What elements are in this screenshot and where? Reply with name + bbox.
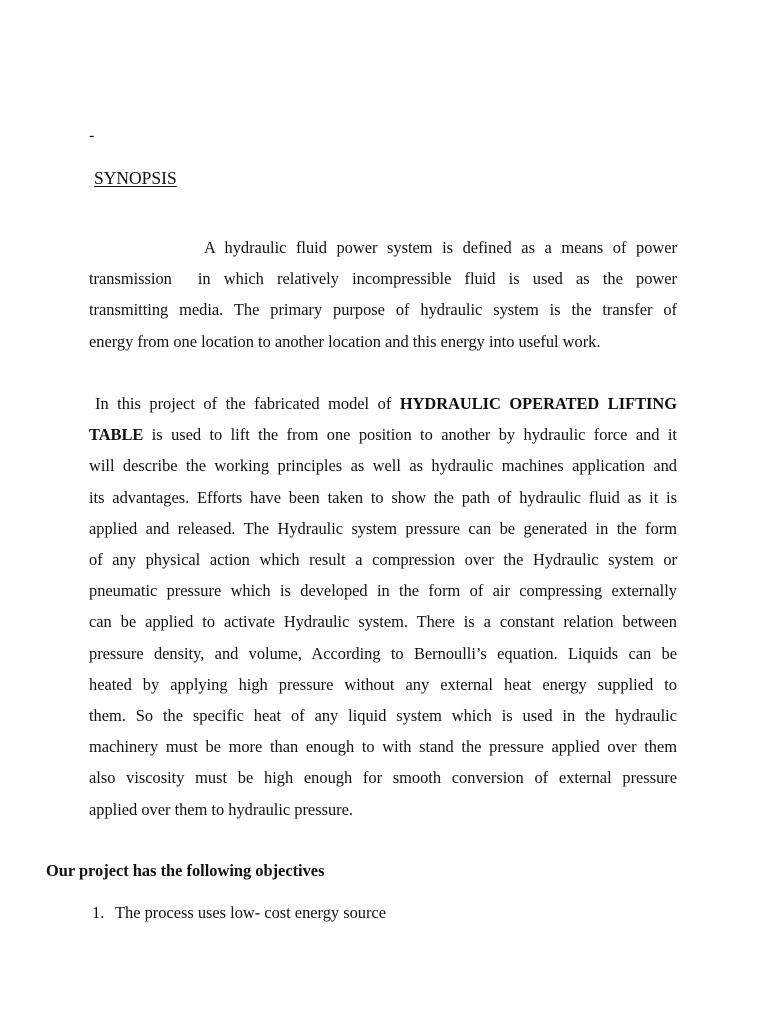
objectives-heading: Our project has the following objectives — [46, 861, 325, 880]
paragraph-line: also viscosity must be high enough for smooth conversion of external pressure — [89, 768, 677, 788]
line-remainder: in which relatively incompressible fluid is used as the power — [197, 269, 677, 289]
paragraph-line: them. So the specific heat of any liquid system which is used in the hydraulic — [89, 706, 677, 726]
paragraph-intro — [89, 232, 677, 357]
section-heading: SYNOPSIS — [94, 168, 177, 188]
project-title-part1: HYDRAULIC OPERATED LIFTING — [399, 394, 678, 413]
paragraph-project — [89, 388, 677, 825]
paragraph-line: heated by applying high pressure without any external heat energy supplied to — [89, 674, 677, 694]
paragraph-line: can be applied to activate Hydraulic system. There is a constant relation between — [89, 612, 677, 632]
paragraph-line: energy from one location to another location and this energy into useful work. — [89, 331, 601, 351]
paragraph-line: machinery must be more than enough to with stand the pressure applied over them — [89, 737, 677, 757]
paragraph-line: pneumatic pressure which is developed in the form of air compressing externally — [89, 581, 677, 601]
list-text: The process uses low- cost energy source — [115, 903, 386, 922]
paragraph-line — [89, 263, 677, 294]
paragraph-line: its advantages. Efforts have been taken to show the path of hydraulic fluid as it is — [89, 487, 677, 507]
paragraph-line: will describe the working principles as well as hydraulic machines application and — [89, 456, 677, 476]
project-title-part2: TABLE — [89, 425, 144, 445]
paragraph-line — [89, 419, 677, 450]
paragraph-line: applied over them to hydraulic pressure. — [89, 799, 353, 819]
paragraph-line: applied and released. The Hydraulic system pressure can be generated in the form — [89, 518, 677, 538]
paragraph-line: of any physical action which result a compression over the Hydraulic system or — [89, 550, 677, 570]
line-first-word: transmission — [89, 269, 172, 289]
list-item — [92, 901, 386, 925]
line-text: is used to lift the from one position to another by hydraulic force and it — [143, 425, 677, 445]
list-number: 1. — [92, 903, 105, 922]
paragraph-line — [89, 388, 677, 419]
paragraph-line: transmitting media. The primary purpose of hydraulic system is the transfer of — [89, 300, 677, 320]
stray-dash: - — [89, 127, 95, 144]
line-text: In this project of the fabricated model of — [95, 394, 400, 413]
paragraph-line: pressure density, and volume, According to Bernoulli’s equation. Liquids can be — [89, 643, 677, 663]
paragraph-line: A hydraulic fluid power system is defined as a means of power — [204, 238, 677, 257]
